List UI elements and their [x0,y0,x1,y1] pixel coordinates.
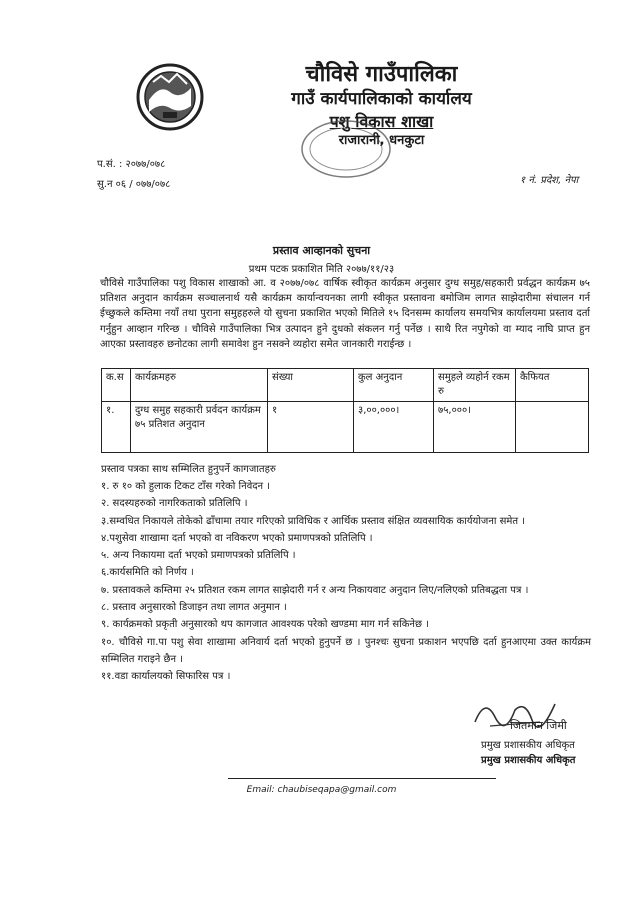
table-row [102,402,589,453]
notice-publish-date: प्रथम पटक प्रकाशित मिति २०७७/११/२३ [248,264,395,275]
cell-program: दुग्ध समुह सहकारी प्रर्वदन कार्यक्रम ७५ प्रतिशत अनुदान [131,402,268,453]
cell-serial: १. [102,402,131,453]
list-item: ९. कार्यक्रमको प्रकृती अनुसारको थप कागजात आवश्यक परेको खण्डमा माग गर्न सकिनेछ । [101,619,429,631]
list-item: ८. प्रस्ताव अनुसारको डिजाइन तथा लागत अनुमान । [101,602,287,614]
cell-remarks [516,402,589,453]
signatory-title-stamp: प्रमुख प्रशासकीय अधिकृत [481,755,576,766]
list-item: ६.कार्यसमिति को निर्णय । [101,567,194,579]
notice-body: चौविसे गाउँपालिका पशु विकास शाखाको आ. व २०७७/०७८ वार्षिक स्वीकृत कार्यक्रम अनुसार दुग्ध समुह/सहकारी प्रर्वद्धन कार्यक्रम ७५ प्रतिशत अनुदान कार्यक्रम सञ्चालनार्थ यसै कार्यक्रम कार्यान्वयनका लागी स्वीकृत प्रस्तावना बमोजिम लागत साझेदारीमा संचालन गर्न ईच्छुकले कम्तिमा नयाँ तथा पुराना समुहहरुले यो सुचना प्रकाशित भएको मितिले १५ दिनसम्म कार्यालय समयभित्र कार्यालयमा प्रस्ताव दर्ता गर्नुहुन आव्हान गरिन्छ । चौविसे गाउँपालिका भित्र उत्पादन हुने दुधको संकलन गर्नु पर्नेछ । साथै रित नपुगेको वा म्याद नाघि प्राप्त हुन आएका प्रस्तावहरु छनोटका लागी समावेश हुन नसक्ने व्यहोरा समेत जानकारी गराईन्छ । [100,278,590,350]
col-header-total-grant: कुल अनुदान [354,369,434,402]
table-header-row [102,369,589,402]
program-table [101,368,589,453]
list-item: १. रु १० को हुलाक टिकट टाँस गरेको निवेदन । [101,481,271,492]
list-item: ११.वडा कार्यालयको सिफारिस पत्र । [101,671,231,683]
footer-divider [228,778,496,779]
list-item: ७. प्रस्तावकले कम्तिमा २५ प्रतिशत रकम लागत साझेदारी गर्न र अन्य निकायवाट अनुदान लिए/नलिएको प्रतिबद्धता पत्र । [101,584,529,596]
list-item: ४.पशुसेवा शाखामा दर्ता भएको वा नविकरण भएको प्रमाणपत्रको प्रतिलिपि । [101,532,373,544]
header-office-name: गाउँ कार्यपालिकाको कार्यालय [291,89,472,109]
list-item: २. सदस्यहरुको नागरिकताको प्रतिलिपि । [101,498,248,510]
header-address: राजारानी, धनकुटा [338,133,425,148]
letter-number: प.सं. : २०७७/०७८ [97,159,166,170]
col-header-programs: कार्यक्रमहरु [131,369,268,402]
cell-total-grant: ३,००,०००। [354,402,434,453]
col-header-quantity: संख्या [268,369,354,402]
signatory-title-handwritten: प्रमुख प्रशासकीय अधिकृत [481,740,575,751]
cell-quantity: १ [268,402,354,453]
office-stamp [298,118,394,180]
list-item: १०. चौविसे गा.पा पशु सेवा शाखामा अनिवार्य दर्ता भएको हुनुपर्ने छ । पुनश्चः सुचना प्रकाशन भएपछि दर्ता हुनआएमा उक्त कार्यक्रम सम्मिलित गराइने छैन । [101,636,591,665]
signatory-name: जितमान जिमी [510,719,567,732]
documents-title: प्रस्ताव पत्रका साथ सम्मिलित हुनुपर्ने कागजातहरु [101,464,276,475]
col-header-group-contribution: समुहले व्यहोर्न रकम रु [434,369,516,402]
list-item: ३.सम्वधित निकायले तोकेको ढाँचामा तयार गरिएको प्राविधिक र आर्थिक प्रस्ताव संक्षित व्यवसायिक कार्ययोजना समेत । [101,515,526,527]
province-label: १ नं. प्रदेश, नेपा [520,175,579,186]
cell-group-contribution: ७५,०००। [434,402,516,453]
list-item: ५. अन्य निकायमा दर्ता भएको प्रमाणपत्रको प्रतिलिपि । [101,550,296,562]
footer-email: Email: chaubiseqapa@gmail.com [246,785,397,795]
col-header-remarks: कैफियत [516,369,589,402]
header-municipality-name: चौविसे गाउँपालिका [305,62,458,87]
col-header-serial: क.स [102,369,131,402]
notice-title: प्रस्ताव आव्हानको सुचना [272,244,371,257]
header-section-name: पशु विकास शाखा [329,112,434,131]
dispatch-number: सु.न ०६ / ०७७/०७८ [97,179,171,190]
documents-list [101,478,591,686]
